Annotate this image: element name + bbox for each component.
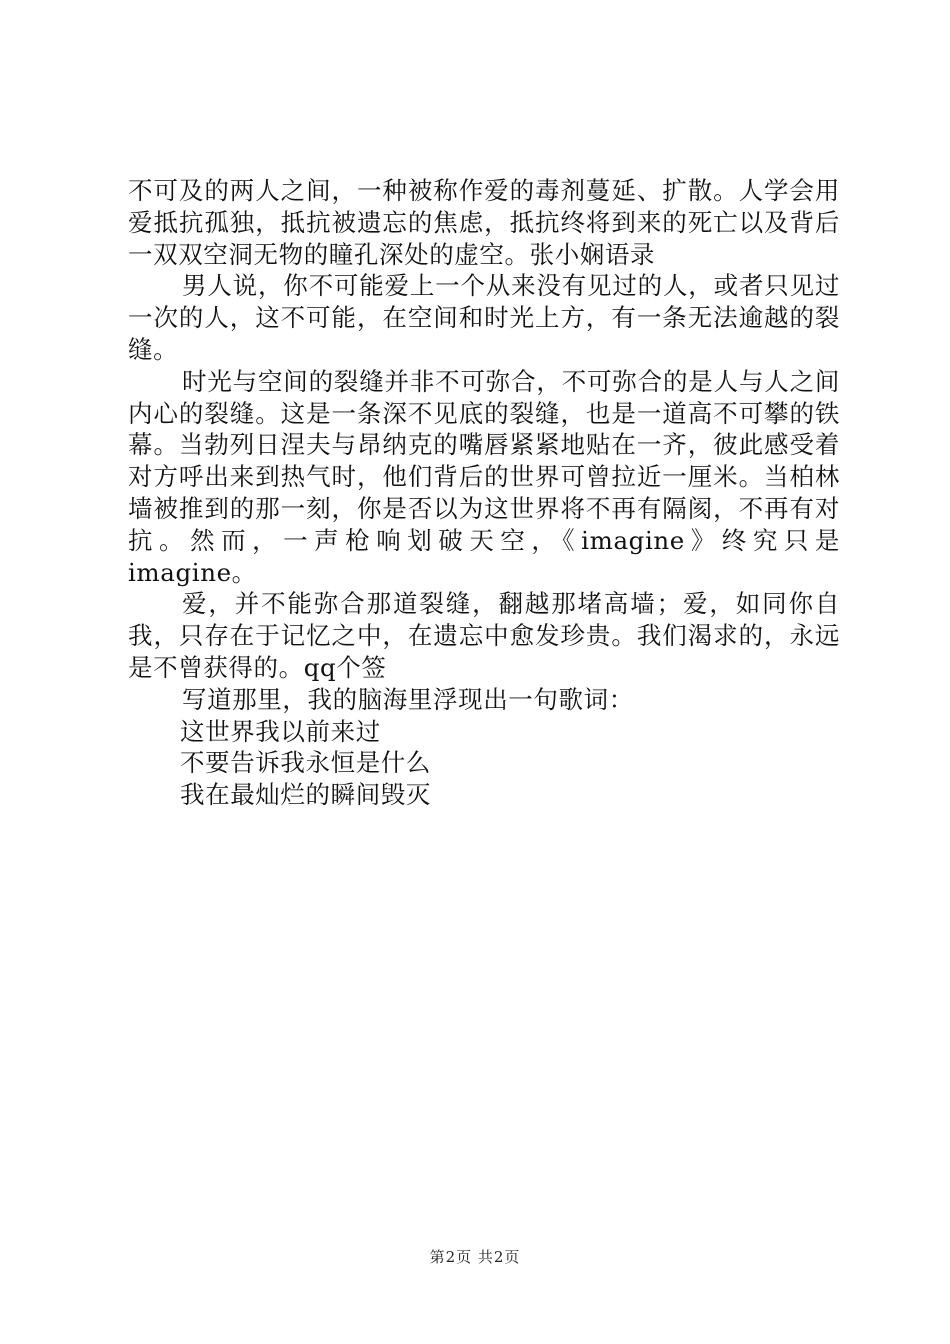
paragraph-lyrics-intro: 写道那里，我的脑海里浮现出一句歌词： (182, 684, 634, 714)
lyric-line: 我在最灿烂的瞬间毁灭 (180, 780, 431, 810)
paragraph-rift: 时光与空间的裂缝并非不可弥合，不可弥合的是人与人之间内心的裂缝。这是一条深不见底的裂缝，也是一道高不可攀的铁幕。当勃列日涅夫与昂纳克的嘴唇紧紧地贴在一齐，彼此感受着对方呼出来到热气时，他们背后的世界可曾拉近一厘米。当柏林墙被推到的那一刻，你是否以为这世界将不再有隔阂，不再有对抗。然而，一声枪响划破天空，《imagine》终究只是imagine。 (128, 366, 840, 587)
paragraph-love: 爱，并不能弥合那道裂缝，翻越那堵高墙；爱，如同你自我，只存在于记忆之中，在遗忘中愈发珍贵。我们渴求的，永远是不曾获得的。qq个签 (128, 589, 840, 682)
page-number-footer: 第2页 共2页 (429, 1248, 521, 1266)
lyric-line: 这世界我以前来过 (180, 716, 381, 746)
lyric-line: 不要告诉我永恒是什么 (180, 748, 431, 778)
paragraph-continued: 不可及的两人之间，一种被称作爱的毒剂蔓延、扩散。人学会用爱抵抗孤独，抵抗被遗忘的焦虑，抵抗终将到来的死亡以及背后一双双空洞无物的瞳孔深处的虚空。张小娴语录 (128, 176, 840, 269)
body-text (128, 175, 840, 811)
paragraph-man-says: 男人说，你不可能爱上一个从来没有见过的人，或者只见过一次的人，这不可能，在空间和时光上方，有一条无法逾越的裂缝。 (128, 271, 840, 364)
